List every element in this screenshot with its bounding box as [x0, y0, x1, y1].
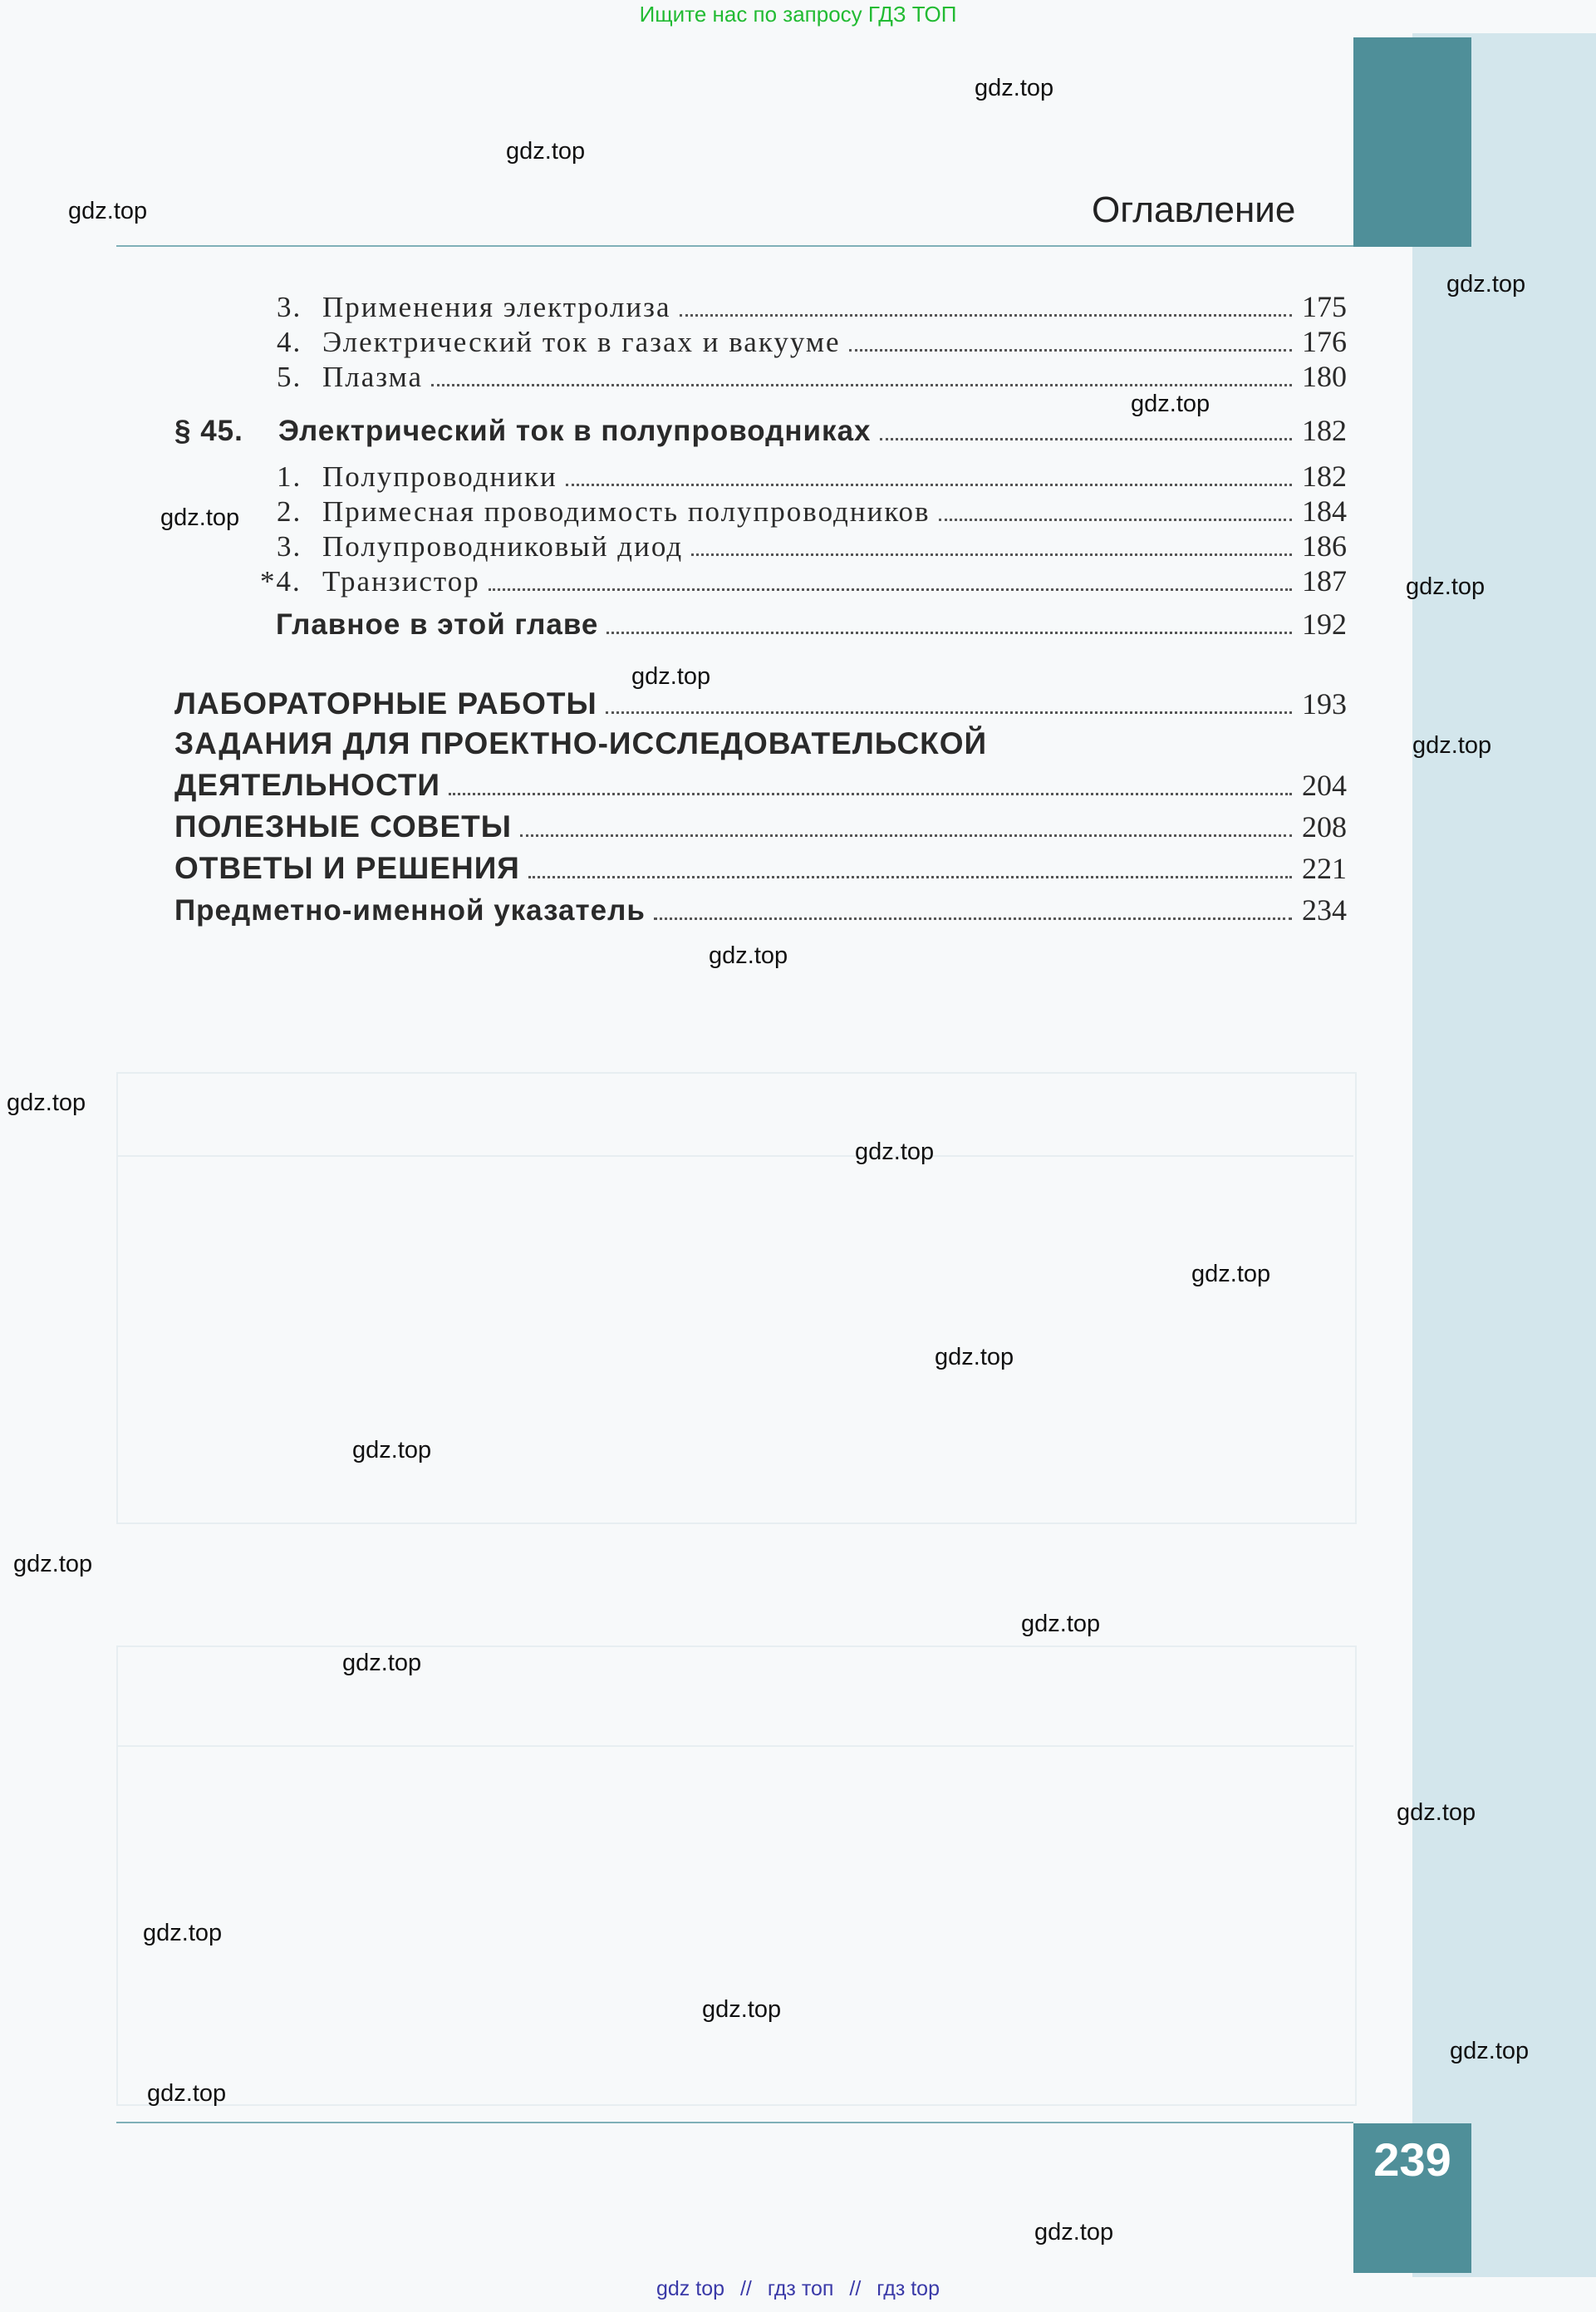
watermark: gdz.top — [1406, 573, 1486, 600]
watermark: gdz.top — [1450, 2038, 1530, 2064]
toc-section-number: § 45. — [174, 415, 243, 447]
leader-dots — [654, 917, 1292, 920]
toc-entry-number: 3. — [277, 291, 302, 323]
page-edge-band — [1412, 33, 1596, 2277]
watermark: gdz.top — [160, 504, 240, 531]
watermark: gdz.top — [855, 1139, 935, 1165]
toc-entry-title: Предметно-именной указатель — [174, 894, 646, 927]
toc-section-entry[interactable] — [174, 413, 1347, 448]
bleed-through-table — [116, 1645, 1357, 2106]
toc-entry-title: Полупроводники — [322, 460, 557, 493]
toc-entry-page: 192 — [1302, 608, 1347, 641]
toc-entry-title: Электрический ток в газах и вакууме — [322, 326, 841, 358]
toc-entry-number: 5. — [277, 361, 302, 393]
bottom-banner — [0, 2277, 1596, 2301]
leader-dots — [880, 438, 1292, 440]
watermark: gdz.top — [631, 663, 711, 690]
leader-dots — [849, 349, 1292, 352]
toc-entry-title: Полупроводниковый диод — [322, 530, 684, 563]
toc-entry-page: 234 — [1302, 893, 1347, 927]
toc-summary-entry[interactable] — [276, 607, 1347, 642]
bleed-through-table — [116, 1072, 1357, 1524]
toc-entry-title: Плазма — [322, 361, 424, 393]
toc-entry-page: 186 — [1302, 529, 1347, 563]
watermark: gdz.top — [147, 2080, 227, 2107]
watermark: gdz.top — [709, 942, 788, 969]
watermark: gdz.top — [1021, 1611, 1101, 1637]
toc-part-title-line[interactable]: ЗАДАНИЯ ДЛЯ ПРОЕКТНО-ИССЛЕДОВАТЕЛЬСКОЙ — [174, 726, 988, 760]
toc-entry[interactable] — [277, 459, 1347, 494]
toc-entry-page: 221 — [1302, 852, 1347, 885]
watermark: gdz.top — [506, 138, 586, 165]
toc-entry[interactable] — [260, 563, 1347, 598]
toc-part-entry[interactable] — [174, 809, 1347, 844]
watermark: gdz.top — [7, 1090, 86, 1116]
watermark: gdz.top — [1412, 732, 1492, 759]
toc-entry-page: 184 — [1302, 494, 1347, 528]
leader-dots — [606, 632, 1292, 634]
toc-part-title: ПОЛЕЗНЫЕ СОВЕТЫ — [174, 809, 512, 844]
watermark: gdz.top — [68, 198, 148, 224]
toc-entry-number: 2. — [277, 495, 302, 528]
toc-entry-number: 3. — [277, 530, 302, 563]
toc-entry-number: 4. — [277, 326, 302, 358]
toc-entry-title: Главное в этой главе — [276, 608, 599, 641]
bottom-banner-separator: // — [739, 2277, 752, 2300]
toc-part-entry[interactable] — [174, 768, 1347, 803]
toc-part-entry[interactable] — [174, 686, 1347, 721]
bottom-banner-separator: // — [849, 2277, 862, 2300]
leader-dots — [449, 793, 1292, 795]
page-number: 239 — [1373, 2133, 1451, 2186]
toc-entry-page: 193 — [1302, 687, 1347, 721]
bottom-banner-link[interactable]: гдз топ — [767, 2277, 834, 2300]
leader-dots — [680, 314, 1292, 317]
leader-dots — [566, 484, 1292, 486]
page-header-title: Оглавление — [1092, 189, 1296, 230]
leader-dots — [691, 553, 1292, 556]
toc-entry-page: 182 — [1302, 414, 1347, 447]
footer-rule — [116, 2122, 1353, 2123]
toc-part-title: ОТВЕТЫ И РЕШЕНИЯ — [174, 851, 520, 885]
bottom-banner-link[interactable]: гдз top — [877, 2277, 940, 2300]
watermark: gdz.top — [1131, 391, 1211, 417]
toc-entry-page: 182 — [1302, 460, 1347, 493]
toc-entry-number: 1. — [277, 460, 302, 493]
toc-entry-page: 175 — [1302, 290, 1347, 323]
toc-entry-page: 208 — [1302, 810, 1347, 844]
watermark: gdz.top — [1397, 1799, 1476, 1826]
toc-entry-title: Примесная проводимость полупроводников — [322, 495, 931, 528]
watermark: gdz.top — [975, 75, 1054, 101]
leader-dots — [489, 588, 1292, 591]
bleed-through-rule — [116, 1155, 1353, 1157]
header-rule — [116, 245, 1353, 247]
watermark: gdz.top — [1034, 2219, 1114, 2246]
watermark: gdz.top — [143, 1920, 223, 1946]
bleed-through-rule — [116, 1745, 1353, 1747]
bottom-banner-link[interactable]: gdz top — [656, 2277, 725, 2300]
toc-entry-page: 180 — [1302, 360, 1347, 393]
toc-section-title: Электрический ток в полупроводниках — [278, 415, 872, 447]
toc-entry-number: *4. — [260, 565, 302, 598]
toc-entry[interactable] — [277, 324, 1347, 359]
watermark: gdz.top — [352, 1437, 432, 1463]
leader-dots — [939, 519, 1292, 521]
watermark: gdz.top — [342, 1650, 422, 1676]
toc-entry-page: 187 — [1302, 564, 1347, 598]
toc-part-title: ДЕЯТЕЛЬНОСТИ — [174, 768, 440, 802]
top-banner-link[interactable]: Ищите нас по запросу ГДЗ ТОП — [639, 2, 957, 27]
toc-entry[interactable] — [277, 289, 1347, 324]
watermark: gdz.top — [1191, 1261, 1271, 1287]
leader-dots — [431, 384, 1292, 386]
toc-entry-title: Применения электролиза — [322, 291, 671, 323]
leader-dots — [520, 834, 1292, 837]
watermark: gdz.top — [702, 1996, 782, 2023]
watermark: gdz.top — [13, 1551, 93, 1577]
toc-part-title: ЛАБОРАТОРНЫЕ РАБОТЫ — [174, 686, 597, 721]
toc-entry-page: 204 — [1302, 769, 1347, 802]
leader-dots — [606, 711, 1292, 714]
toc-entry-page: 176 — [1302, 325, 1347, 358]
toc-index-entry[interactable] — [174, 893, 1347, 927]
toc-entry-title: Транзистор — [322, 565, 480, 598]
toc-entry[interactable] — [277, 529, 1347, 563]
watermark: gdz.top — [1446, 271, 1526, 298]
watermark: gdz.top — [935, 1344, 1014, 1370]
toc-entry[interactable] — [277, 494, 1347, 529]
toc-part-entry[interactable] — [174, 851, 1347, 886]
toc-entry[interactable] — [277, 359, 1347, 394]
header-accent-tab — [1353, 37, 1471, 247]
leader-dots — [528, 876, 1292, 878]
